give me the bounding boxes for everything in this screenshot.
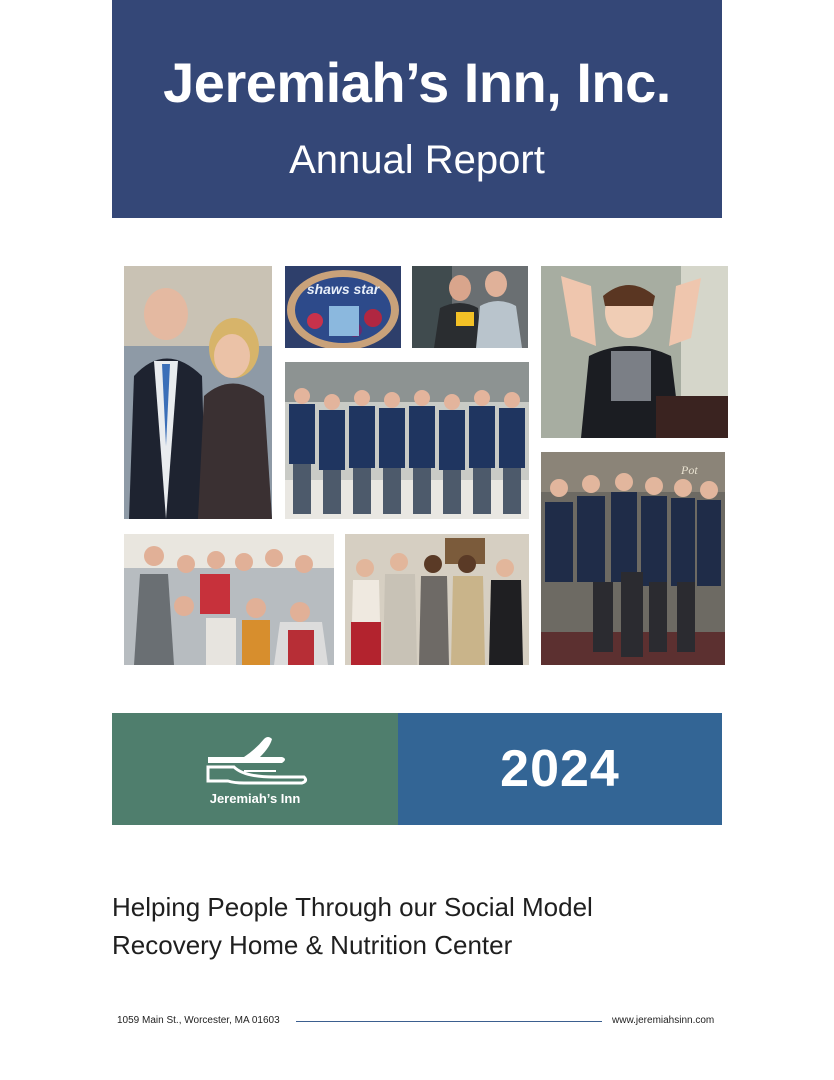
helping-hands-icon (204, 731, 308, 791)
logo-panel (112, 713, 398, 825)
report-subtitle: Annual Report (289, 138, 545, 182)
photo-two-men-holding-items (412, 266, 528, 348)
photo-man-celebrating-at-podium (541, 266, 728, 438)
title-banner (112, 0, 722, 218)
photo-shaws-star-cake (285, 266, 401, 348)
photo-large-indoor-group (124, 534, 334, 665)
photo-two-people-portrait (124, 266, 272, 519)
report-title: Jeremiah’s Inn, Inc. (163, 51, 671, 114)
report-year: 2024 (500, 740, 620, 798)
photo-small-group-dining-room (345, 534, 529, 665)
photo-group-in-navy-shirts (285, 362, 529, 519)
tagline (112, 888, 712, 964)
footer-divider (296, 1021, 602, 1022)
year-panel (398, 713, 722, 825)
photo-group-under-sign (541, 452, 725, 665)
logo-wordmark: Jeremiah’s Inn (209, 791, 301, 806)
footer-address: 1059 Main St., Worcester, MA 01603 (117, 1015, 280, 1026)
footer-website-link[interactable]: www.jeremiahsinn.com (612, 1015, 715, 1026)
cake-lettering: shaws star (306, 281, 380, 297)
sign-lettering: Pot (681, 463, 698, 477)
tagline-line-2: Recovery Home & Nutrition Center (112, 930, 513, 960)
tagline-line-1: Helping People Through our Social Model (112, 892, 593, 922)
